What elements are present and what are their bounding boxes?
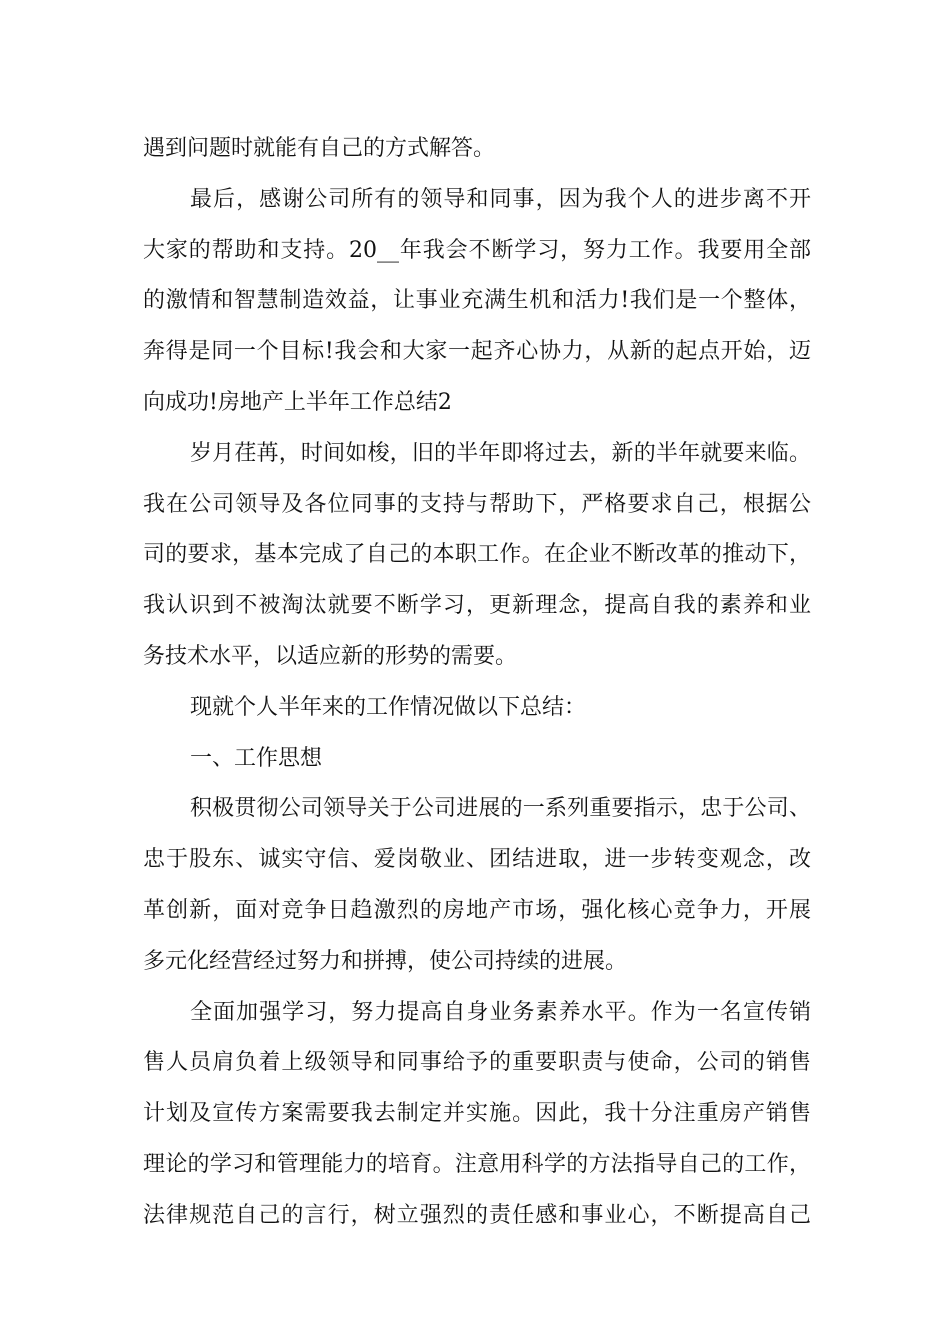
text-line: 售人员肩负着上级领导和同事给予的重要职责与使命，公司的销售: [143, 1050, 811, 1076]
text-line: 现就个人半年来的工作情况做以下总结：: [190, 694, 587, 720]
text-line: 革创新，面对竞争日趋激烈的房地产市场，强化核心竞争力，开展: [143, 897, 811, 923]
text-line: 计划及宣传方案需要我去制定并实施。因此，我十分注重房产销售: [143, 1101, 811, 1127]
text-line: 奔得是同一个目标!我会和大家一起齐心协力，从新的起点开始，迈: [143, 339, 811, 365]
text-line: 遇到问题时就能有自己的方式解答。: [143, 136, 496, 161]
text-line: 向成功!房地产上半年工作总结2: [143, 389, 452, 415]
text-line: 大家的帮助和支持。20__年我会不断学习，努力工作。我要用全部: [143, 237, 811, 263]
text-line: 我在公司领导及各位同事的支持与帮助下，严格要求自己，根据公: [143, 491, 811, 517]
text-line: 的激情和智慧制造效益，让事业充满生机和活力!我们是一个整体，: [143, 288, 811, 314]
text-line: 多元化经营经过努力和拼搏，使公司持续的进展。: [143, 948, 628, 974]
text-line: 最后，感谢公司所有的领导和同事，因为我个人的进步离不开: [190, 186, 811, 212]
text-line: 司的要求，基本完成了自己的本职工作。在企业不断改革的推动下，: [143, 542, 811, 568]
text-line: 法律规范自己的言行，树立强烈的责任感和事业心，不断提高自己: [143, 1202, 811, 1228]
document-page: [143, 124, 811, 1242]
text-line: 岁月荏苒，时间如梭，旧的半年即将过去，新的半年就要来临。: [190, 440, 811, 466]
section-heading: 一、工作思想: [190, 745, 323, 771]
text-line: 务技术水平，以适应新的形势的需要。: [143, 643, 518, 669]
text-line: 全面加强学习，努力提高自身业务素养水平。作为一名宣传销: [190, 999, 811, 1025]
text-line: 忠于股东、诚实守信、爱岗敬业、团结进取，进一步转变观念，改: [143, 847, 811, 873]
text-line: 理论的学习和管理能力的培育。注意用科学的方法指导自己的工作，: [143, 1151, 811, 1177]
text-line: 我认识到不被淘汰就要不断学习，更新理念，提高自我的素养和业: [143, 593, 811, 619]
text-line: 积极贯彻公司领导关于公司进展的一系列重要指示，忠于公司、: [190, 796, 811, 822]
